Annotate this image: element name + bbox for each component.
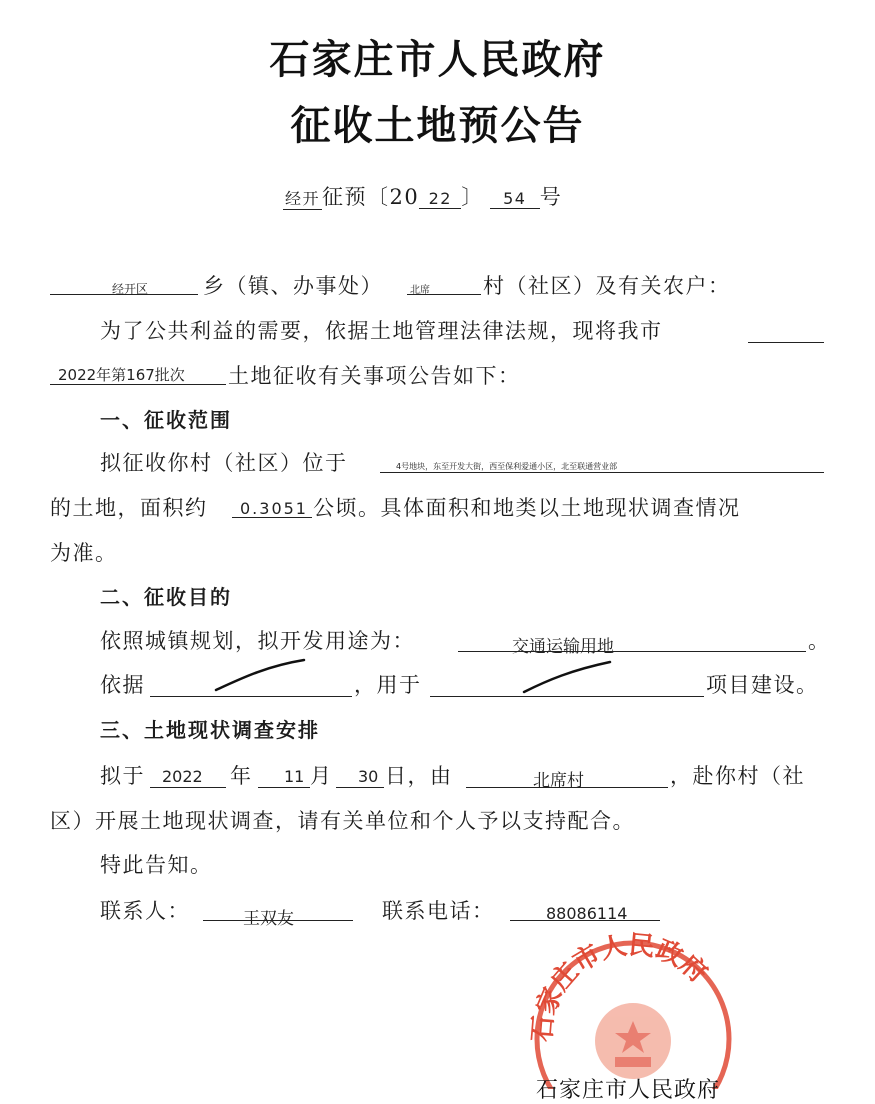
year-label: 年 [230,764,253,788]
survey-year: 2022 [162,767,203,786]
contact-value: 王双友 [243,909,294,929]
phone-label: 联系电话： [382,899,495,923]
seal-text: 石家庄市人民政府 [527,930,713,1043]
purpose-end: 。 [808,629,831,653]
basis-mid: ，用于 [354,673,422,697]
section3-heading: 三、土地现状调查安排 [100,718,320,742]
boundary-value: 4号地块，东至开发大街，西至保利爱通小区，北至联通营业部 [396,462,618,471]
doc-no-middle: 征预〔20 [322,185,420,209]
document-number [283,181,562,211]
area-post: 公顷。具体面积和地类以土地现状调查情况 [313,496,741,520]
contact-label: 联系人： [100,899,190,923]
intro-line1: 为了公共利益的需要，依据土地管理法律法规，现将我市 [100,319,663,343]
doc-no-bracket: 〕 [461,185,484,209]
month-underline [258,787,310,788]
doc-no-suffix: 号 [539,185,563,209]
purpose-pre: 依照城镇规划，拟开发用途为： [100,629,415,653]
intro-underline-end [748,342,824,343]
issuer-signature: 石家庄市人民政府 [536,1078,721,1103]
area-value: 0.3051 [240,499,308,518]
area-pre: 的土地，面积约 [50,496,208,520]
batch-value: 2022年第167批次 [58,366,185,384]
survey-day: 30 [358,767,379,786]
intro-line2: 土地征收有关事项公告如下： [228,364,521,388]
official-seal [518,929,738,1089]
phone-value: 88086114 [546,904,628,923]
basis-end: 项目建设。 [706,673,819,697]
doc-no-prefix: 经开 [283,186,322,210]
area-post2: 为准。 [50,541,118,565]
village-label: 村（社区）及有关农户： [483,274,731,298]
survey-month: 11 [284,767,305,786]
doc-no-number: 54 [490,189,540,209]
notice-closing: 特此告知。 [100,853,213,877]
village-value: 北席 [410,285,430,296]
strike-mark-2 [520,658,620,698]
notice-title: 征收土地预公告 [290,103,585,149]
boundary-underline [380,472,824,473]
township-label: 乡（镇、办事处） [203,274,383,298]
day-underline [336,787,384,788]
issuer-title: 石家庄市人民政府 [269,37,606,83]
survey-line2: 区）开展土地现状调查，请有关单位和个人予以支持配合。 [50,809,635,833]
survey-org: 北席村 [533,771,584,791]
strike-mark-1 [212,656,312,696]
purpose-value: 交通运输用地 [512,637,614,657]
basis-pre: 依据 [100,673,145,697]
doc-no-year: 22 [419,189,461,209]
survey-post: ，赴你村（社 [670,764,805,788]
month-label: 月 [310,764,333,788]
national-emblem-icon [595,1003,671,1079]
survey-pre: 拟于 [100,764,145,788]
day-label: 日，由 [385,764,453,788]
year-underline [150,787,226,788]
section1-pre: 拟征收你村（社区）位于 [100,451,348,475]
section1-heading: 一、征收范围 [100,408,232,432]
basis-underline [150,696,352,697]
district-value: 经开区 [112,282,149,296]
purpose-underline [458,651,806,652]
section2-heading: 二、征收目的 [100,585,232,609]
